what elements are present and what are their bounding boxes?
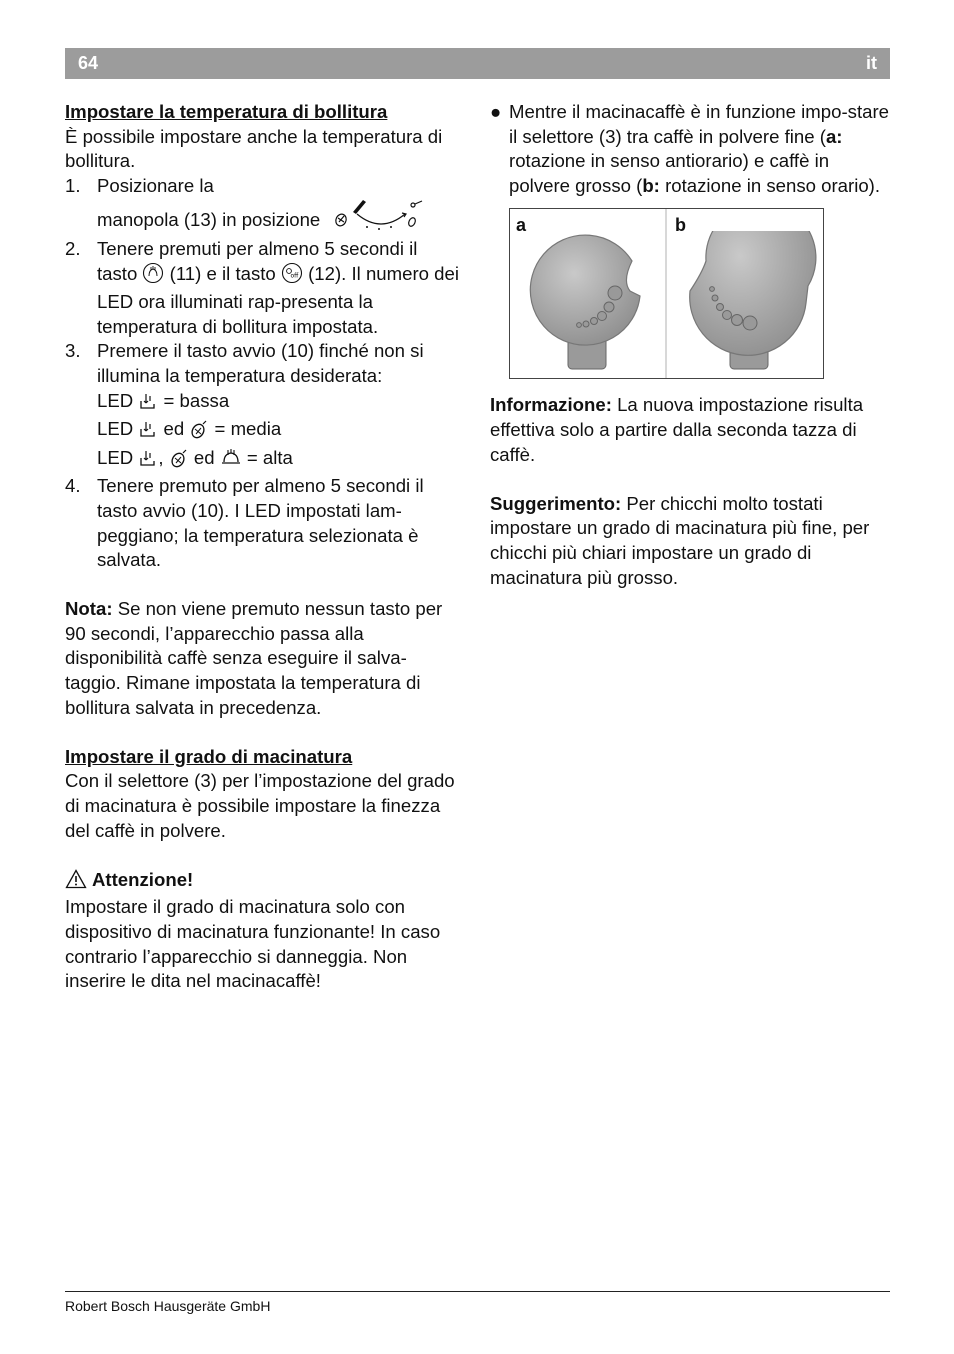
led-label: LED (97, 446, 134, 468)
page-number: 64 (78, 53, 99, 73)
off-button-icon (281, 262, 303, 291)
knob-position-icon (333, 198, 425, 237)
footer-divider (65, 1291, 890, 1292)
bullet-text: rotazione in senso orario). (665, 174, 881, 196)
figure-label-b: b (675, 215, 686, 236)
step-number: 2. (65, 237, 81, 259)
temp-high-icon (220, 448, 242, 475)
grind-selector-fine-image (520, 231, 660, 371)
bullet-dot-icon: ● (490, 101, 502, 122)
figure-divider (665, 209, 667, 378)
led-label: LED (97, 418, 134, 440)
note-label: Nota: (65, 598, 113, 620)
temp-low-icon (138, 391, 158, 418)
tip-paragraph (490, 492, 890, 590)
warning-text: Impostare il grado di macinatura solo con dispositivo di macinatura funzionante! In caso contrario l’apparecchio si danneggia. Non inserire le dita nel macinacaffè! (65, 896, 441, 992)
step-text: Premere il tasto avvio (10) finché non si illumina la temperatura desiderata: (97, 340, 424, 386)
page-header-bar (65, 48, 890, 79)
step-number: 3. (65, 340, 81, 362)
figure-label-a: a (516, 215, 527, 236)
led-text: = alta (246, 446, 293, 468)
bullet-text: rotazione in senso antiorario) e caffè in polvere grosso ( (509, 150, 830, 196)
boil-temperature-heading: Impostare la temperatura di bollitura (65, 101, 388, 122)
grind-bullet (490, 100, 890, 198)
grind-heading: Impostare il grado di macinatura (65, 745, 353, 767)
warning-label: Attenzione! (92, 868, 194, 890)
bullet-key-b: b: (642, 174, 660, 196)
boil-steps-list (65, 174, 460, 573)
led-label: LED (97, 389, 134, 411)
step-text: (11) e il tasto (169, 262, 276, 284)
step-1 (65, 174, 460, 237)
led-text: = bassa (163, 389, 230, 411)
boil-temperature-intro: È possibile impostare anche la temperatura di bollitura. (65, 125, 443, 172)
led-text: ed (163, 418, 185, 440)
info-text: La nuova impostazione risulta effettiva solo a partire dalla seconda tazza di caffè. (490, 394, 864, 465)
warning-triangle-icon (65, 869, 87, 896)
left-column (65, 100, 460, 994)
aroma-button-icon (142, 262, 164, 291)
led-text: , (158, 446, 164, 468)
temp-medium-icon (169, 448, 189, 475)
right-column (490, 100, 890, 590)
step-2 (65, 237, 460, 339)
footer-company: Robert Bosch Hausgeräte GmbH (65, 1298, 271, 1314)
grind-selector-coarse-image (678, 231, 818, 371)
step-number: 4. (65, 475, 81, 497)
step-3 (65, 339, 460, 474)
info-label: Informazione: (490, 394, 612, 416)
note-paragraph (65, 597, 460, 720)
info-paragraph (490, 393, 890, 467)
grind-text: Con il selettore (3) per l’impostazione del grado di macinatura è possibile impostare la finezza del caffè in polvere. (65, 770, 455, 841)
svg-text:off: off (290, 272, 299, 280)
tip-label: Suggerimento: (490, 492, 622, 514)
step-text: manopola (13) in posizione (97, 209, 321, 231)
led-text: = media (214, 418, 282, 440)
language-code: it (866, 53, 877, 73)
temp-low-icon (138, 419, 158, 446)
grind-selector-figure (509, 208, 824, 379)
tip-text: Per chicchi molto tostati impostare un grado di macinatura più fine, per chicchi più chiari impostare un grado di macinatura più grosso. (490, 492, 870, 588)
step-text: Posizionare la (97, 174, 214, 196)
led-text: ed (193, 446, 215, 468)
temp-low-icon (138, 448, 158, 475)
bullet-text: Mentre il macinacaffè è in funzione impo-stare il selettore (3) tra caffè in polvere fine ( (509, 101, 889, 147)
step-4 (65, 474, 460, 572)
step-number: 1. (65, 174, 81, 196)
step-text: (12). Il numero dei LED ora illuminati rap-presenta la temperatura di bollitura impostata. (97, 262, 459, 337)
warning-heading (65, 868, 460, 896)
step-text: Tenere premuti per almeno 5 secondi il tasto (97, 237, 418, 284)
note-text: Se non viene premuto nessun tasto per 90 secondi, l’apparecchio passa alla disponibilità caffè senza eseguire il salva-taggio. Rimane impostata la temperatura di bollitura salvata in precedenza. (65, 598, 443, 718)
step-text: Tenere premuto per almeno 5 secondi il tasto avvio (10). I LED impostati lam-peggiano; la temperatura selezionata è salvata. (97, 475, 424, 571)
bullet-key-a: a: (825, 125, 843, 147)
temp-medium-icon (189, 419, 209, 446)
